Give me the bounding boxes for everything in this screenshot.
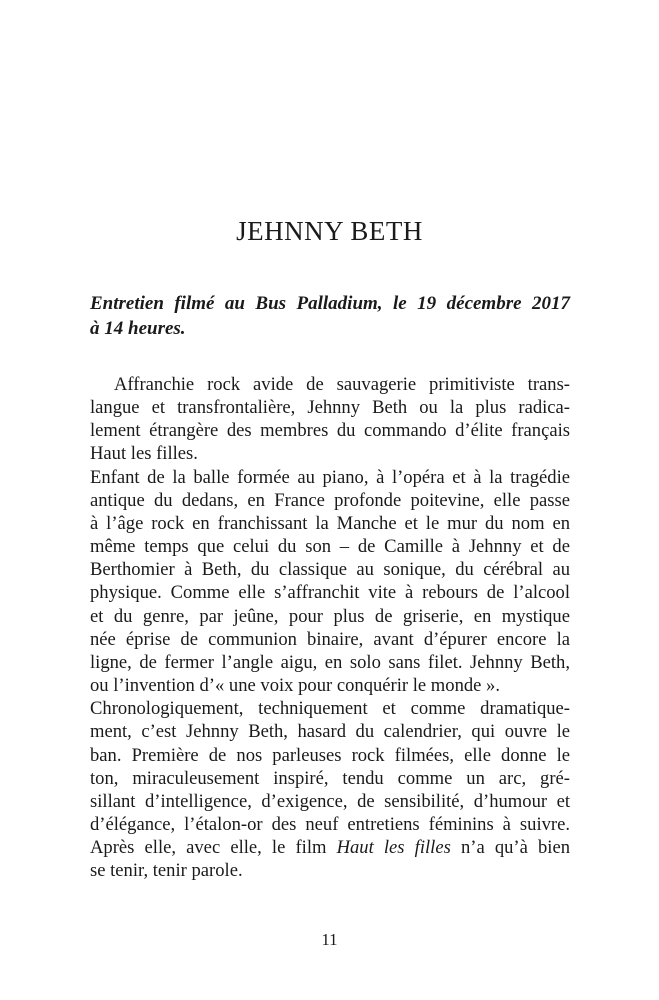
text-line: lement étrangère des membres du commando d’élite français [90,420,570,442]
text-line: physique. Comme elle s’affranchit vite à rebours de l’alcool [90,582,570,604]
text-line: antique du dedans, en France profonde poitevine, elle passe [90,489,570,511]
interview-subtitle [90,291,570,341]
subtitle-line: à 14 heures. [90,318,186,339]
text-line: langue et transfrontalière, Jehnny Beth ou la plus radica- [90,397,570,419]
chapter-title: JEHNNY BETH [236,216,423,246]
text-line: ligne, de fermer l’angle aigu, en solo sans filet. Jehnny Beth, [90,651,570,673]
text-line: Berthomier à Beth, du classique au sonique, du cérébral au [90,559,570,581]
text-line: Affranchie rock avide de sauvagerie primitiviste trans- [114,374,570,395]
text-run: Après elle, avec elle, le film [90,837,337,859]
text-line: ment, c’est Jehnny Beth, hasard du calendrier, qui ouvre le [90,721,570,743]
text-line: Haut les filles. [90,443,198,465]
subtitle-line: Entretien filmé au Bus Palladium, le 19 décembre 2017 [90,293,570,314]
text-line: et du genre, par jeûne, pour plus de griserie, en mystique [90,605,570,627]
text-run: n’a qu’à bien [450,837,570,859]
page-number: 11 [321,930,338,949]
text-line: Enfant de la balle formée au piano, à l’opéra et à la tragédie [90,466,570,488]
text-line: se tenir, tenir parole. [90,860,243,882]
text-line: d’élégance, l’étalon-or des neuf entretiens féminins à suivre. [90,813,570,835]
text-line: ou l’invention d’« une voix pour conquérir le monde ». [90,675,501,697]
text-line: Chronologiquement, techniquement et comme dramatique- [90,698,570,720]
text-line: née éprise de communion binaire, avant d’épurer encore la [90,628,570,650]
text-line: sillant d’intelligence, d’exigence, de sensibilité, d’humour et [90,790,570,812]
text-line: ban. Première de nos parleuses rock filmées, elle donne le [90,744,570,766]
text-line: ton, miraculeusement inspiré, tendu comme un arc, gré- [90,767,570,789]
body-text [90,373,570,882]
text-line: à l’âge rock en franchissant la Manche et le mur du nom en [90,512,570,534]
film-title: Haut les filles [336,837,451,859]
text-line-with-film-title [90,836,570,859]
text-line: même temps que celui du son – de Camille à Jehnny et de [90,536,570,558]
